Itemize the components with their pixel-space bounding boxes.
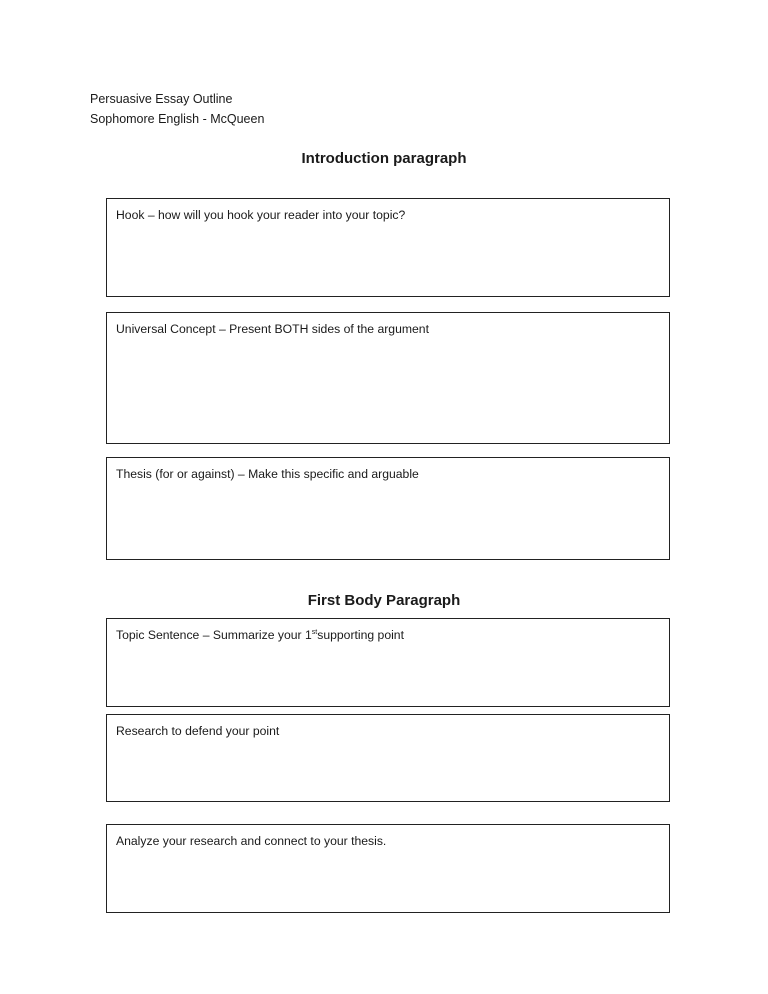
topic-sentence-suffix: supporting point — [317, 628, 404, 642]
thesis-box[interactable] — [106, 457, 670, 560]
analysis-label: Analyze your research and connect to your thesis. — [116, 834, 387, 848]
research-box[interactable] — [106, 714, 670, 802]
universal-concept-label: Universal Concept – Present BOTH sides of the argument — [116, 322, 429, 336]
section-title-introduction: Introduction paragraph — [301, 150, 467, 167]
course-teacher-line: Sophomore English - McQueen — [90, 112, 265, 126]
hook-label: Hook – how will you hook your reader into your topic? — [116, 208, 406, 222]
thesis-label: Thesis (for or against) – Make this specific and arguable — [116, 467, 419, 481]
topic-sentence-label — [116, 627, 404, 643]
analysis-box[interactable] — [106, 824, 670, 913]
topic-sentence-prefix: Topic Sentence – Summarize your 1 — [116, 628, 312, 642]
universal-concept-box[interactable] — [106, 312, 670, 444]
topic-sentence-box[interactable] — [106, 618, 670, 707]
research-label: Research to defend your point — [116, 724, 280, 738]
document-title: Persuasive Essay Outline — [90, 92, 233, 106]
section-title-first-body: First Body Paragraph — [307, 592, 461, 609]
topic-sentence-ordinal: st — [311, 628, 318, 636]
hook-box[interactable] — [106, 198, 670, 297]
